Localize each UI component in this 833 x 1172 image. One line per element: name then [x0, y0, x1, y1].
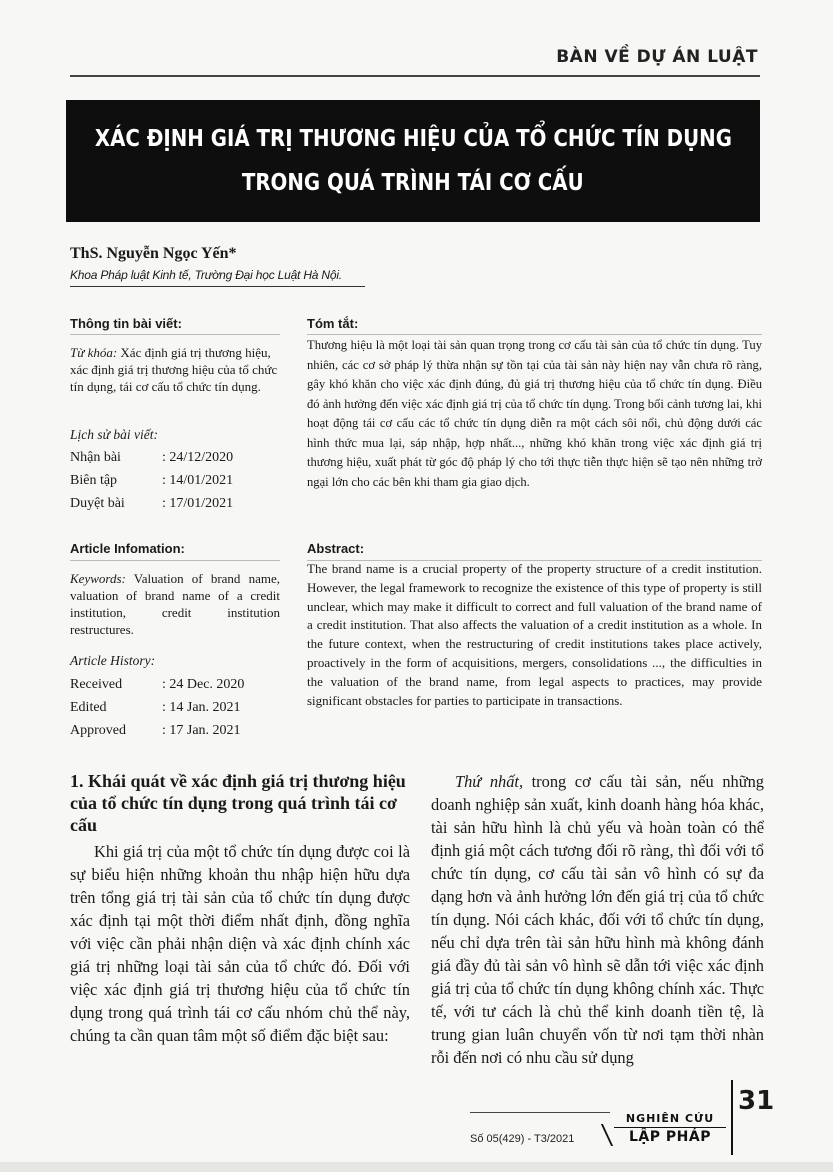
history-value: : 17 Jan. 2021 — [162, 723, 241, 738]
footer-vertical-rule — [731, 1080, 733, 1155]
history-value: : 24 Dec. 2020 — [162, 677, 245, 692]
history-vi-heading: Lịch sử bài viết: — [70, 427, 158, 442]
journal-brand — [614, 1112, 726, 1145]
journal-brand-bottom: LẬP PHÁP — [614, 1127, 726, 1145]
history-value: : 17/01/2021 — [162, 496, 234, 511]
article-title — [66, 100, 760, 222]
section-rule — [70, 75, 760, 77]
keywords-en-label: Keywords: — [70, 571, 126, 586]
title-line-2: TRONG QUÁ TRÌNH TÁI CƠ CẤU — [242, 170, 584, 196]
section-label: BÀN VỀ DỰ ÁN LUẬT — [556, 47, 758, 67]
divider — [70, 560, 280, 561]
divider — [70, 334, 280, 335]
history-label: Approved — [70, 723, 126, 738]
info-vi-heading: Thông tin bài viết: — [70, 316, 182, 331]
history-row — [70, 496, 280, 512]
footer-slash — [601, 1124, 613, 1146]
body-paragraph — [431, 770, 764, 1069]
history-label: Duyệt bài — [70, 496, 125, 511]
history-label: Nhận bài — [70, 450, 121, 465]
title-line-1: XÁC ĐỊNH GIÁ TRỊ THƯƠNG HIỆU CỦA TỔ CHỨC TÍN DỤNG — [94, 126, 732, 152]
abstract-en-heading: Abstract: — [307, 541, 365, 556]
keywords-vi-label: Từ khóa: — [70, 345, 118, 360]
section-heading: 1. Khái quát về xác định giá trị thương hiệu của tổ chức tín dụng trong quá trình tái cơ cấu — [70, 771, 406, 835]
history-value: : 14 Jan. 2021 — [162, 700, 241, 715]
issue-number: Số 05(429) - T3/2021 — [470, 1133, 575, 1145]
abstract-vi-heading: Tóm tắt: — [307, 316, 359, 331]
emphasis-lead: Thứ nhất, — [455, 772, 524, 791]
keywords-vi-text: Xác định giá trị thương hiệu, xác định giá trị thương hiệu của tổ chức tín dụng, tái cơ cấu tổ chức tín dụng. — [70, 345, 278, 394]
author-name: ThS. Nguyễn Ngọc Yến* — [70, 245, 237, 262]
keywords-vi — [70, 344, 280, 395]
page-number: 31 — [738, 1086, 775, 1116]
body-paragraph: Khi giá trị của một tổ chức tín dụng được coi là sự biểu hiện những khoản thu nhập hiện hữu dựa trên tổng giá trị tài sản của tổ chức tín dụng được xác định tại một thời điểm nhất định, đồng nghĩa với việc cần phải nhận diện và xác định chính xác giá trị những loại tài sản của tổ chức đó. Đối với việc xác định giá trị thương hiệu của tổ chức tín dụng trong quá trình tái cơ cấu nhóm chủ thể này, chúng ta cần quan tâm một số điểm đặc biệt sau: — [70, 842, 410, 1045]
history-row — [70, 473, 280, 489]
history-label: Biên tập — [70, 473, 118, 488]
divider — [307, 334, 762, 335]
journal-brand-top: NGHIÊN CỨU — [625, 1112, 715, 1125]
author-affiliation: Khoa Pháp luật Kinh tế, Trường Đại học Luật Hà Nội. — [70, 268, 342, 282]
history-label: Edited — [70, 700, 107, 715]
history-value: : 14/01/2021 — [162, 473, 234, 488]
history-row — [70, 677, 280, 693]
abstract-en-text: The brand name is a crucial property of the property structure of a credit institution. However, the legal framework to recognize the existence of this type of property is still unclear, which may make it difficult to correct and full valuation of the brand name of a credit institution. That also affects the valuation of a credit institution as a whole. In the future context, when the restructuring of credit institutions takes place actively, proactively in the form of acquisitions, mergers, consolidations ..., the difficulties in the valuation of the brand name, from legal aspects to practices, may provide significant obstacles for parties to participate in transactions. — [307, 561, 762, 708]
paragraph-text: trong cơ cấu tài sản, nếu những doanh nghiệp sản xuất, kinh doanh hàng hóa khác, tài sản hữu hình là chủ yếu và hoàn toàn có thể định giá một cách tương đối rõ ràng, thì đối với tổ chức tín dụng, cơ cấu tài sản vô hình có sự đa dạng hơn và ảnh hưởng lớn đến giá trị của tổ chức tín dụng. Nói cách khác, đối với tổ chức tín dụng, nếu chỉ dựa trên tài sản hữu hình mà không đánh giá đầy đủ tài sản vô hình sẽ dẫn tới việc xác định giá trị của tổ chức tín dụng không chính xác. Thực tế, với tư cách là chủ thể kinh doanh tiền tệ, là trung gian luân chuyển vốn từ nơi tạm thời nhàn rỗi đến nơi có nhu cầu sử dụng — [431, 772, 764, 1067]
history-row — [70, 723, 280, 739]
history-row — [70, 450, 280, 466]
keywords-en-text: Valuation of brand name, valuation of brand name of a credit institution, credit institution restructures. — [70, 571, 280, 637]
affiliation-underline — [70, 286, 365, 287]
abstract-vi-text: Thương hiệu là một loại tài sản quan trọng trong cơ cấu tài sản của tổ chức tín dụng. Tuy nhiên, các cơ sở pháp lý thừa nhận sự tồn tại của tài sản này hiện nay vẫn chưa rõ ràng, gây khó khăn cho việc xác định đúng, đủ giá trị thương hiệu của tổ chức tín dụng. Điều đó ảnh hưởng đến việc xác định giá trị của tổ chức tín dụng. Trong bối cảnh tương lai, khi hoạt động tái cơ cấu các tổ chức tín dụng diễn ra một cách sôi nổi, chủ động dưới các hình thức mua lại, sáp nhập, hợp nhất..., những khó khăn trong việc xác định giá trị thương hiệu, xuất phát từ góc độ pháp lý cho tới thực tiễn thực hiện sẽ tạo nên những trở ngại lớn cho các bên khi tham gia giao dịch. — [307, 338, 762, 489]
history-value: : 24/12/2020 — [162, 450, 234, 465]
footer-rule — [470, 1112, 610, 1113]
history-en-heading: Article History: — [70, 653, 156, 668]
bottom-band — [0, 1162, 833, 1172]
history-label: Received — [70, 677, 123, 692]
info-en-heading: Article Infomation: — [70, 541, 185, 556]
keywords-en — [70, 570, 280, 638]
history-row — [70, 700, 280, 716]
